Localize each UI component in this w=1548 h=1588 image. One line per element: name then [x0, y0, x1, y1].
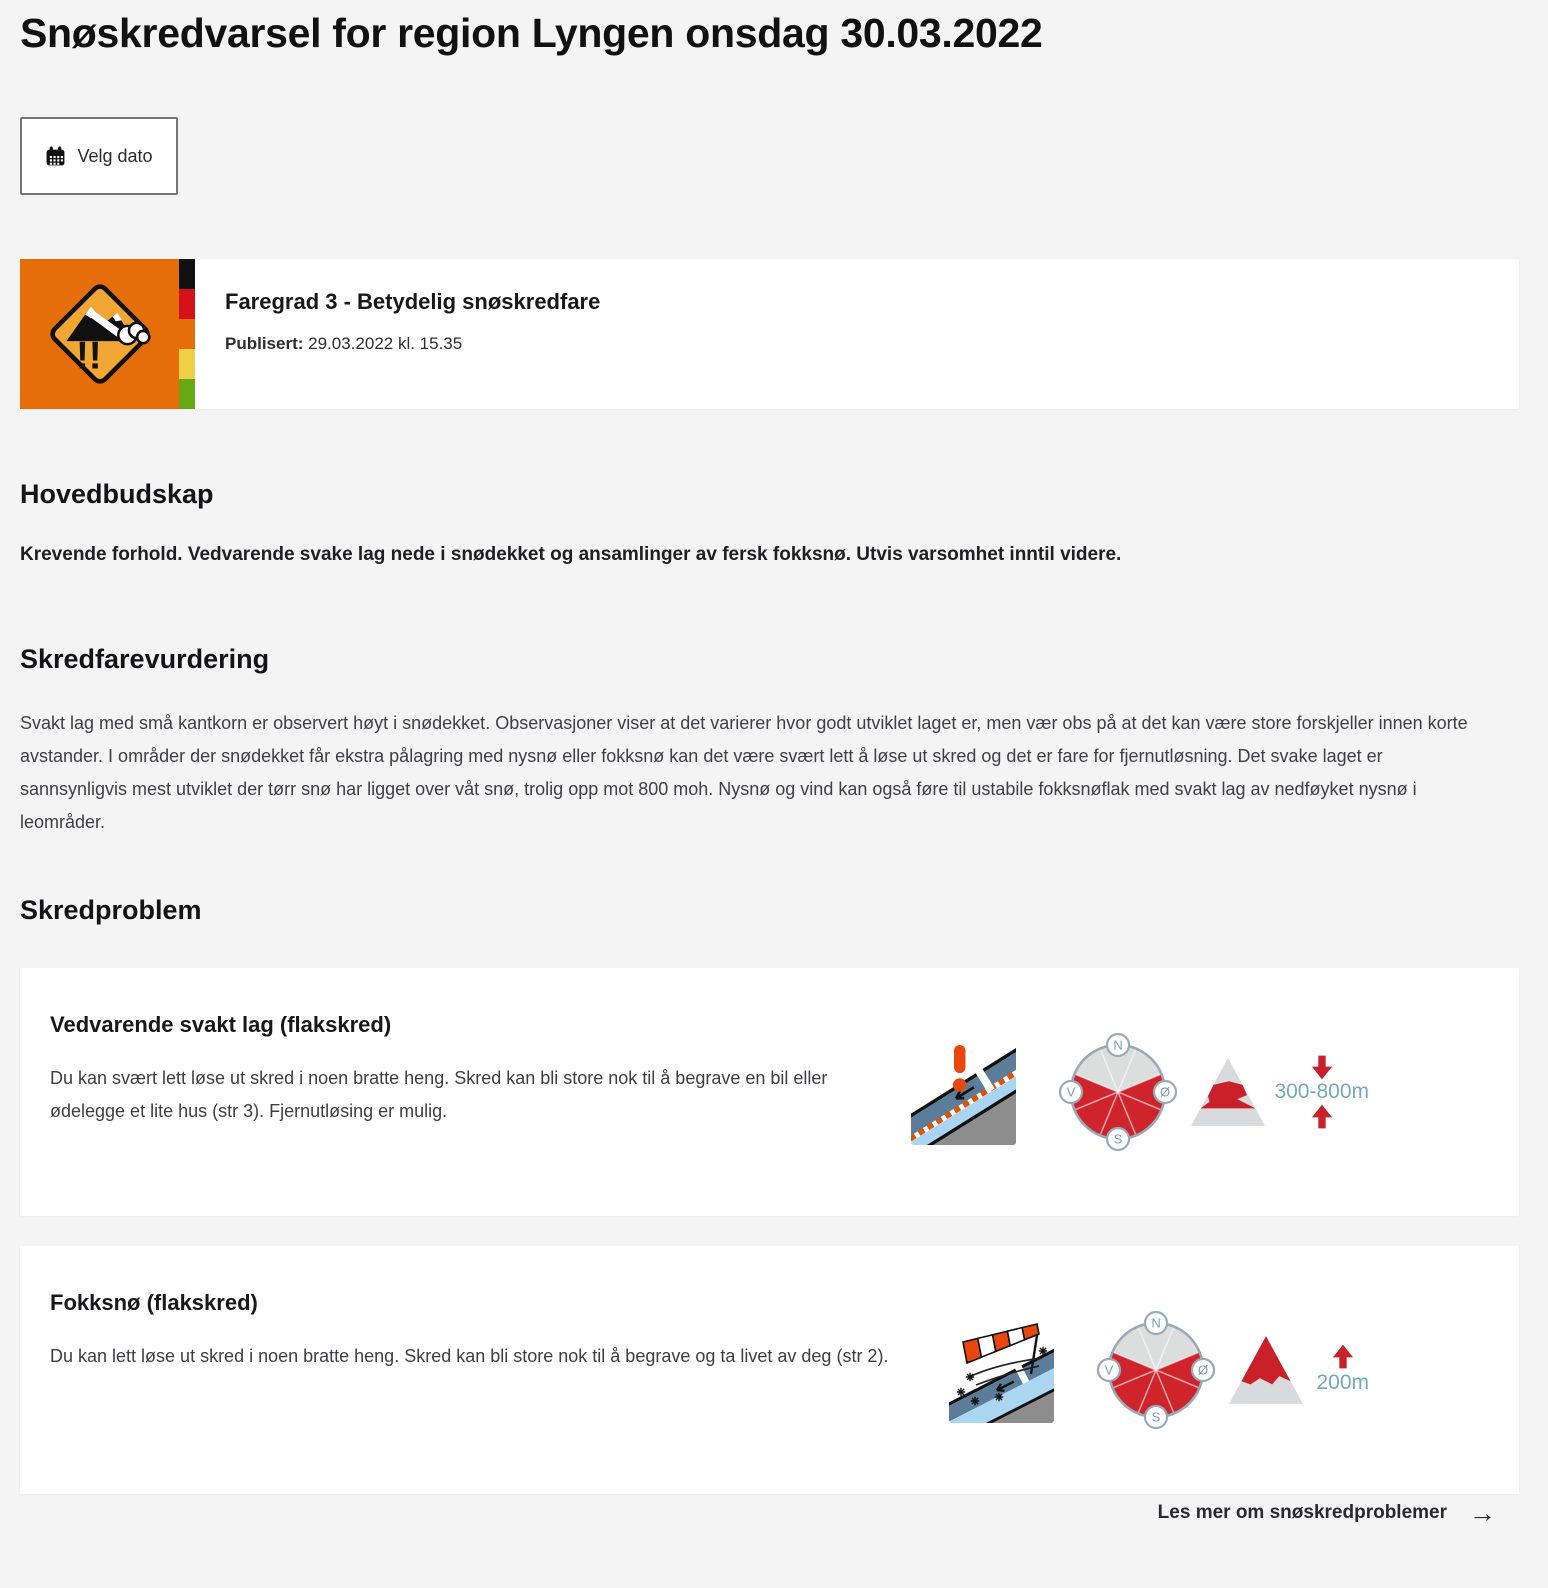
problem-card-wind-slab [20, 1246, 1519, 1494]
exposition-rose [1094, 1308, 1218, 1432]
published-line [225, 334, 600, 354]
calendar-icon [45, 146, 66, 167]
scale-segment-5 [179, 259, 195, 289]
scale-segment-3 [179, 319, 195, 349]
read-more-link[interactable] [1157, 1498, 1496, 1528]
arrow-up-icon [1311, 1104, 1333, 1129]
rose-label-east: Ø [1198, 1362, 1209, 1378]
mountain-band-icon [1188, 1055, 1268, 1129]
date-picker-label: Velg dato [77, 145, 153, 166]
problem-title: Fokksnø (flakskred) [50, 1290, 258, 1315]
problem-icons [911, 1030, 1369, 1154]
rose-label-west: V [1067, 1084, 1076, 1100]
danger-banner-info [195, 259, 600, 409]
svg-text:!!: !! [75, 334, 102, 378]
wind-slab-windsock-icon [949, 1318, 1054, 1423]
danger-level-banner [20, 259, 1519, 409]
scale-segment-4 [179, 289, 195, 319]
persistent-weak-layer-slope-icon [911, 1040, 1016, 1145]
section-heading-skredproblem: Skredproblem [20, 895, 202, 925]
scale-segment-2 [179, 349, 195, 379]
scale-segment-1 [179, 379, 195, 409]
section-heading-skredfarevurdering: Skredfarevurdering [20, 644, 270, 674]
rose-label-north: N [1151, 1315, 1162, 1331]
arrow-right-icon: → [1469, 1498, 1496, 1528]
elevation-indicator-band [1188, 1055, 1369, 1129]
published-value: 29.03.2022 kl. 15.35 [308, 334, 463, 353]
rose-label-south: S [1152, 1409, 1161, 1425]
problem-card-persistent-weak-layer [20, 968, 1519, 1216]
mountain-top-icon [1226, 1333, 1306, 1407]
rose-label-south: S [1114, 1131, 1123, 1147]
arrow-down-icon [1311, 1055, 1333, 1080]
danger-scale-strip [179, 259, 195, 409]
problem-description: Du kan svært lett løse ut skred i noen bratte heng. Skred kan bli store nok til å begrave en bil eller ødelegge et lite hus (str 3). Fjernutløsing er mulig. [50, 1068, 828, 1121]
footer-link-row [20, 1498, 1519, 1528]
date-picker-button[interactable] [20, 117, 178, 195]
page-title: Snøskredvarsel for region Lyngen onsdag 30.03.2022 [20, 10, 1043, 56]
section-heading-hovedbudskap: Hovedbudskap [20, 479, 214, 509]
avalanche-warning-diamond-icon [39, 273, 161, 395]
rose-label-west: V [1105, 1362, 1114, 1378]
arrow-up-icon [1332, 1344, 1354, 1369]
hovedbudskap-text: Krevende forhold. Vedvarende svake lag nede i snødekket og ansamlinger av fersk fokksnø. Utvis varsomhet inntil videre. [20, 544, 1122, 565]
rose-label-north: N [1113, 1037, 1124, 1053]
elevation-indicator-above [1226, 1333, 1369, 1407]
problem-title: Vedvarende svakt lag (flakskred) [50, 1012, 392, 1037]
elevation-label: 300-800m [1274, 1080, 1369, 1103]
exposition-rose [1056, 1030, 1180, 1154]
read-more-label: Les mer om snøskredproblemer [1157, 1502, 1447, 1523]
rose-label-east: Ø [1160, 1084, 1171, 1100]
published-label: Publisert: [225, 334, 304, 353]
problem-icons [949, 1308, 1369, 1432]
danger-level-title: Faregrad 3 - Betydelig snøskredfare [225, 289, 601, 314]
problem-description: Du kan lett løse ut skred i noen bratte heng. Skred kan bli store nok til å begrave og ta livet av deg (str 2). [50, 1346, 889, 1366]
danger-level-3-icon [20, 259, 179, 409]
skredfarevurdering-text: Svakt lag med små kantkorn er observert høyt i snødekket. Observasjoner viser at det varierer hvor godt utviklet laget er, men vær obs på at det kan være store forskjeller innen korte avstander. I områder der snødekket får ekstra pålagring med nysnø eller fokksnø kan det være svært lett å løse ut skred og det er fare for fjernutløsning. Det svake laget er sannsynligvis mest utviklet der tørr snø har ligget over våt snø, trolig opp mot 800 moh. Nysnø og vind kan også føre til ustabile fokksnøflak med svakt lag av nedføyket nysnø i leområder. [20, 713, 1468, 832]
elevation-label: 200m [1316, 1371, 1369, 1394]
